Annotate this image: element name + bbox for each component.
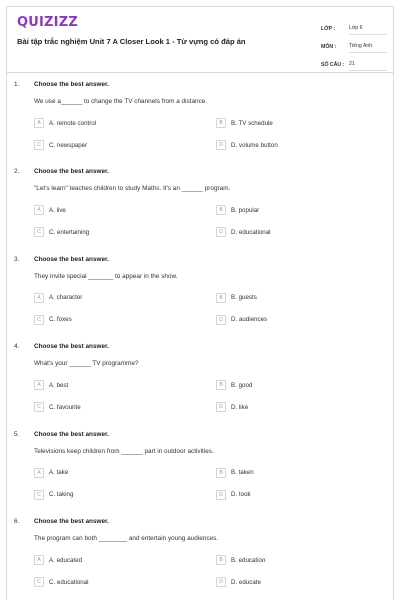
answer-option-a[interactable]	[34, 205, 66, 215]
option-text: C. educational	[49, 578, 89, 586]
option-text: D. educational	[231, 228, 271, 236]
option-text: C. entertaining	[49, 228, 90, 236]
option-text: A. remote control	[49, 119, 97, 127]
question-instruction: Choose the best answer.	[34, 343, 109, 351]
answer-option-d[interactable]	[216, 227, 271, 237]
answer-option-d[interactable]	[216, 315, 267, 325]
option-text: B. TV schedule	[231, 119, 273, 127]
question-number: 6.	[14, 518, 20, 525]
meta-row-subject	[321, 35, 387, 53]
answer-option-d[interactable]	[216, 140, 278, 150]
option-text: B. education	[231, 556, 266, 564]
option-letter-box: B	[216, 293, 226, 303]
answer-option-a[interactable]	[34, 293, 82, 303]
option-letter-box: A	[34, 205, 44, 215]
option-letter-box: A	[34, 555, 44, 565]
option-text: A. best	[49, 381, 69, 389]
answer-option-b[interactable]	[216, 555, 265, 565]
option-letter-box: D	[216, 315, 226, 325]
option-text: D. took	[231, 491, 251, 499]
option-letter-box: D	[216, 402, 226, 412]
answer-option-b[interactable]	[216, 468, 254, 478]
option-letter-box: B	[216, 468, 226, 478]
answer-option-b[interactable]	[216, 293, 257, 303]
question-instruction: Choose the best answer.	[34, 81, 109, 88]
question-text: We use a______ to change the TV channels from a distance.	[34, 98, 208, 105]
answer-option-d[interactable]	[216, 577, 261, 587]
option-letter-box: C	[34, 577, 44, 587]
option-text: B. taken	[231, 469, 254, 477]
answer-option-b[interactable]	[216, 118, 273, 128]
quizizz-logo: QUIZIZZ	[17, 15, 78, 30]
option-text: A. live	[49, 206, 66, 214]
question-5	[7, 431, 393, 501]
option-letter-box: A	[34, 118, 44, 128]
question-3	[7, 256, 393, 326]
option-letter-box: B	[216, 380, 226, 390]
meta-value: Tiếng Anh	[349, 43, 387, 53]
option-text: C. taking	[49, 491, 74, 499]
option-text: C. foxes	[49, 316, 72, 324]
question-instruction: Choose the best answer.	[34, 168, 109, 176]
answer-option-c[interactable]	[34, 140, 87, 150]
meta-value: 21	[349, 61, 387, 71]
meta-row-class	[321, 17, 387, 35]
question-instruction: Choose the best answer.	[34, 255, 109, 263]
option-text: D. volume button	[231, 141, 278, 149]
option-text: D. like	[231, 403, 249, 411]
option-text: D. educate	[231, 578, 261, 586]
question-instruction: Choose the best answer.	[34, 518, 109, 525]
option-letter-box: C	[34, 140, 44, 150]
question-number: 5.	[14, 430, 20, 438]
answer-option-d[interactable]	[216, 490, 251, 500]
answer-option-a[interactable]	[34, 380, 68, 390]
question-text: What's your ______ TV programme?	[34, 360, 139, 368]
option-letter-box: D	[216, 577, 226, 587]
option-letter-box: A	[34, 380, 44, 390]
worksheet-title: Bài tập trắc nghiệm Unit 7 A Closer Look 1 - Từ vựng có đáp án	[17, 37, 246, 46]
question-instruction: Choose the best answer.	[34, 430, 109, 438]
answer-option-a[interactable]	[34, 468, 68, 478]
option-text: A. character	[49, 294, 83, 302]
option-letter-box: C	[34, 490, 44, 500]
option-text: A. take	[49, 469, 69, 477]
question-1	[7, 81, 393, 151]
option-letter-box: A	[34, 468, 44, 478]
option-letter-box: C	[34, 315, 44, 325]
meta-label: LỚP :	[321, 26, 336, 32]
option-letter-box: C	[34, 227, 44, 237]
answer-option-c[interactable]	[34, 490, 73, 500]
option-letter-box: D	[216, 140, 226, 150]
meta-label: MÔN :	[321, 44, 337, 50]
question-text: "Let's learn" teaches children to study Maths. It's an ______ program.	[34, 185, 231, 193]
answer-option-b[interactable]	[216, 205, 259, 215]
answer-option-d[interactable]	[216, 402, 248, 412]
option-letter-box: D	[216, 490, 226, 500]
question-4	[7, 343, 393, 413]
option-text: C. favourite	[49, 403, 81, 411]
option-letter-box: A	[34, 293, 44, 303]
meta-row-question-count	[321, 53, 387, 71]
meta-value: Lớp 6	[349, 25, 387, 35]
answer-option-c[interactable]	[34, 315, 72, 325]
option-letter-box: C	[34, 402, 44, 412]
option-text: A. educated	[49, 556, 83, 564]
question-text: They invite special _______ to appear in the show.	[34, 272, 178, 280]
worksheet-header	[7, 7, 393, 73]
option-text: C. newspaper	[49, 141, 88, 149]
option-letter-box: B	[216, 205, 226, 215]
question-number: 2.	[14, 168, 20, 176]
answer-option-a[interactable]	[34, 118, 96, 128]
answer-option-c[interactable]	[34, 402, 81, 412]
option-text: B. popular	[231, 206, 260, 214]
option-letter-box: D	[216, 227, 226, 237]
answer-option-b[interactable]	[216, 380, 252, 390]
option-text: B. guests	[231, 294, 257, 302]
option-letter-box: B	[216, 555, 226, 565]
option-letter-box: B	[216, 118, 226, 128]
answer-option-c[interactable]	[34, 577, 89, 587]
question-text: Televisions keep children from ______ part in outdoor activities.	[34, 447, 214, 455]
answer-option-a[interactable]	[34, 555, 82, 565]
option-text: B. good	[231, 381, 253, 389]
question-6	[7, 518, 393, 588]
worksheet-page	[6, 6, 394, 600]
question-number: 3.	[14, 255, 20, 263]
answer-option-c[interactable]	[34, 227, 89, 237]
question-text: The program can both ________ and entertain young audiences.	[34, 535, 219, 542]
meta-label: SỐ CÂU :	[321, 62, 345, 68]
question-number: 4.	[14, 343, 20, 351]
worksheet-meta	[321, 17, 387, 71]
question-number: 1.	[14, 81, 20, 88]
question-2	[7, 168, 393, 238]
option-text: D. audiences	[231, 316, 268, 324]
